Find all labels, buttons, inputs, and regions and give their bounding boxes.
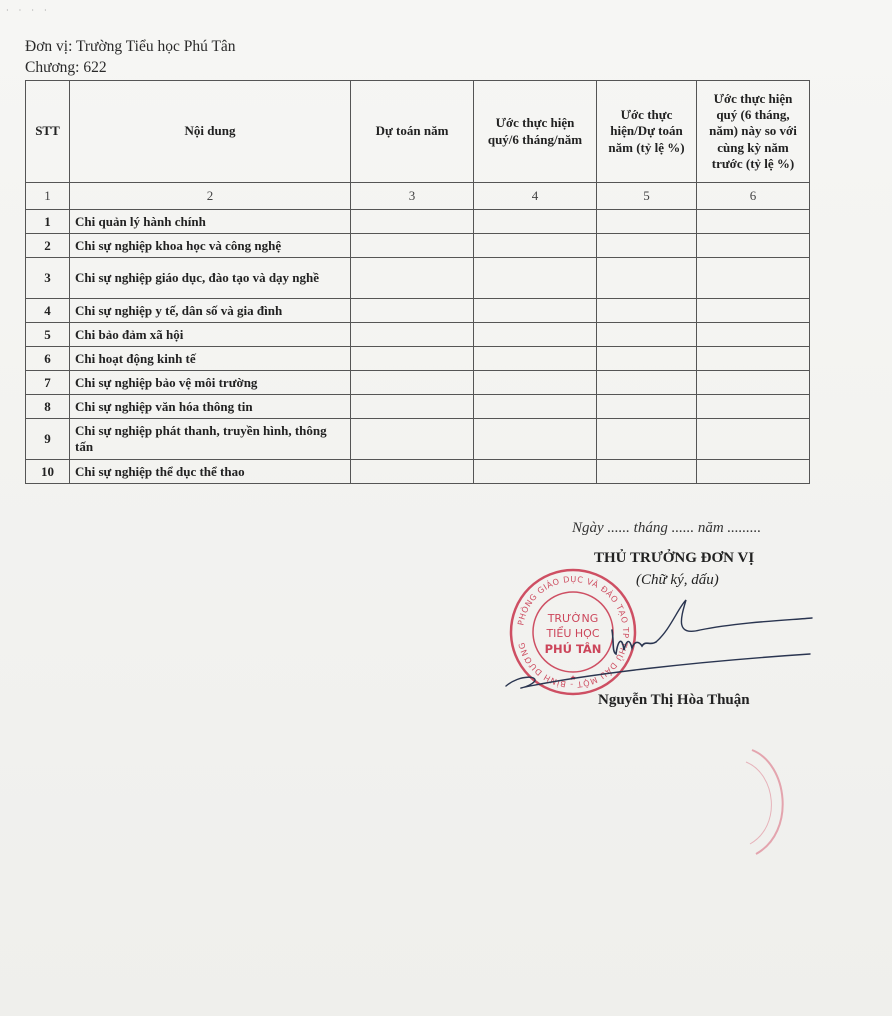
empty-cell xyxy=(474,323,597,347)
table-row xyxy=(26,299,810,323)
empty-cell xyxy=(474,371,597,395)
empty-cell xyxy=(597,258,697,299)
empty-cell xyxy=(351,395,474,419)
row-content: Chi sự nghiệp phát thanh, truyền hình, thông tấn xyxy=(70,419,351,460)
row-stt: 9 xyxy=(26,419,70,460)
table-row xyxy=(26,210,810,234)
column-index: 5 xyxy=(597,183,697,210)
empty-cell xyxy=(351,371,474,395)
row-stt: 1 xyxy=(26,210,70,234)
empty-cell xyxy=(597,323,697,347)
column-index: 6 xyxy=(697,183,810,210)
empty-cell xyxy=(697,371,810,395)
empty-cell xyxy=(474,258,597,299)
chapter-code: Chương: 622 xyxy=(25,59,107,76)
row-content: Chi sự nghiệp khoa học và công nghệ xyxy=(70,234,351,258)
row-content: Chi sự nghiệp văn hóa thông tin xyxy=(70,395,351,419)
table-row xyxy=(26,419,810,460)
empty-cell xyxy=(697,299,810,323)
svg-text:PHÒNG GIÁO DỤC VÀ ĐÀO TẠO TP T: PHÒNG GIÁO DỤC VÀ ĐÀO TẠO TP THỦ DẦU MỘT - BÌNH DƯƠNG xyxy=(515,573,632,691)
table-row xyxy=(26,234,810,258)
column-index: 2 xyxy=(70,183,351,210)
column-header: Ước thực hiện quý/6 tháng/năm xyxy=(474,81,597,183)
empty-cell xyxy=(697,460,810,484)
empty-cell xyxy=(597,347,697,371)
column-header: Nội dung xyxy=(70,81,351,183)
row-stt: 10 xyxy=(26,460,70,484)
column-index-row xyxy=(26,183,810,210)
empty-cell xyxy=(474,347,597,371)
signatory-title: THỦ TRƯỞNG ĐƠN VỊ xyxy=(594,550,755,566)
empty-cell xyxy=(597,395,697,419)
empty-cell xyxy=(474,299,597,323)
row-content: Chi sự nghiệp bảo vệ môi trường xyxy=(70,371,351,395)
expenditure-table xyxy=(25,80,810,484)
row-stt: 6 xyxy=(26,347,70,371)
empty-cell xyxy=(351,419,474,460)
empty-cell xyxy=(697,347,810,371)
column-header: STT xyxy=(26,81,70,183)
empty-cell xyxy=(474,460,597,484)
handwritten-signature xyxy=(500,590,820,700)
empty-cell xyxy=(697,323,810,347)
table-row xyxy=(26,347,810,371)
signer-name: Nguyễn Thị Hòa Thuận xyxy=(598,692,750,708)
empty-cell xyxy=(597,460,697,484)
empty-cell xyxy=(697,395,810,419)
row-content: Chi quản lý hành chính xyxy=(70,210,351,234)
column-index: 3 xyxy=(351,183,474,210)
empty-cell xyxy=(351,258,474,299)
empty-cell xyxy=(351,234,474,258)
svg-text:TRƯỜNG: TRƯỜNG xyxy=(547,612,599,625)
empty-cell xyxy=(474,419,597,460)
empty-cell xyxy=(351,299,474,323)
row-stt: 4 xyxy=(26,299,70,323)
empty-cell xyxy=(597,234,697,258)
row-stt: 7 xyxy=(26,371,70,395)
date-line: Ngày ...... tháng ...... năm ......... xyxy=(572,520,762,536)
scan-speck: · · · · xyxy=(6,6,51,15)
table-row xyxy=(26,258,810,299)
table-header-row xyxy=(26,81,810,183)
table-row xyxy=(26,323,810,347)
column-header: Ước thực hiện quý (6 tháng, năm) này so với cùng kỳ năm trước (tỷ lệ %) xyxy=(697,81,810,183)
empty-cell xyxy=(351,323,474,347)
empty-cell xyxy=(697,234,810,258)
svg-text:★: ★ xyxy=(569,674,577,682)
table-row xyxy=(26,395,810,419)
empty-cell xyxy=(697,258,810,299)
row-content: Chi sự nghiệp y tế, dân số và gia đình xyxy=(70,299,351,323)
column-index: 4 xyxy=(474,183,597,210)
row-content: Chi sự nghiệp giáo dục, đào tạo và dạy nghề xyxy=(70,258,351,299)
column-header: Dự toán năm xyxy=(351,81,474,183)
empty-cell xyxy=(351,210,474,234)
table-row xyxy=(26,371,810,395)
empty-cell xyxy=(351,460,474,484)
column-index: 1 xyxy=(26,183,70,210)
empty-cell xyxy=(474,210,597,234)
svg-text:TIỂU HỌC: TIỂU HỌC xyxy=(546,627,600,640)
signature-note: (Chữ ký, dấu) xyxy=(636,572,719,588)
row-stt: 2 xyxy=(26,234,70,258)
table-row xyxy=(26,460,810,484)
empty-cell xyxy=(351,347,474,371)
empty-cell xyxy=(474,395,597,419)
row-content: Chi sự nghiệp thể dục thể thao xyxy=(70,460,351,484)
empty-cell xyxy=(474,234,597,258)
unit-name: Đơn vị: Trường Tiểu học Phú Tân xyxy=(25,38,236,55)
empty-cell xyxy=(597,299,697,323)
empty-cell xyxy=(597,419,697,460)
row-content: Chi bảo đảm xã hội xyxy=(70,323,351,347)
row-stt: 3 xyxy=(26,258,70,299)
empty-cell xyxy=(697,210,810,234)
svg-text:PHÚ TÂN: PHÚ TÂN xyxy=(544,642,602,656)
row-stt: 8 xyxy=(26,395,70,419)
empty-cell xyxy=(697,419,810,460)
row-stt: 5 xyxy=(26,323,70,347)
column-header: Ước thực hiện/Dự toán năm (tỷ lệ %) xyxy=(597,81,697,183)
empty-cell xyxy=(597,371,697,395)
row-content: Chi hoạt động kinh tế xyxy=(70,347,351,371)
empty-cell xyxy=(597,210,697,234)
faded-stamp-mark xyxy=(738,742,798,862)
